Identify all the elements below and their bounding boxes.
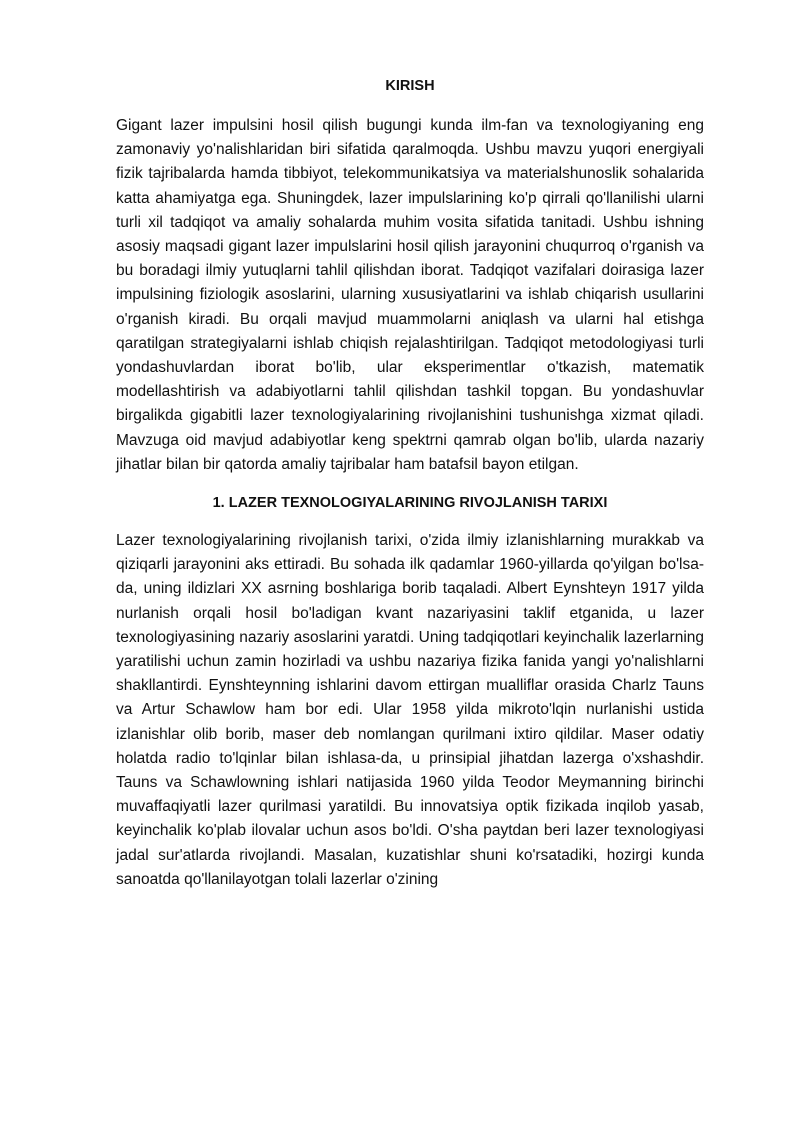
intro-heading: KIRISH bbox=[385, 78, 435, 94]
intro-paragraph: Gigant lazer impulsini hosil qilish bugungi kunda ilm-fan va texnologiyaning eng zamonaviy yo'nalishlaridan biri sifatida qaralmoqda. Ushbu mavzu yuqori energiyali fizik tajribalarda hamda tibbiyot, telekommunikatsiya va materialshunoslik sohalarida katta ahamiyatga ega. Shuningdek, lazer impulslarining ko'p qirrali qo'llanilishi ularni turli xil tadqiqot va amaliy sohalarda muhim vosita sifatida tanitadi. Ushbu ishning asosiy maqsadi gigant lazer impulslarini hosil qilish jarayonini chuqurroq o'rganish va bu boradagi ilmiy yutuqlarni tahlil qilishdan iborat. Tadqiqot vazifalari doirasiga lazer impulsining fiziologik asoslarini, ularning xususiyatlarini va ishlab chiqarish usullarini o'rganish kiradi. Bu orqali mavjud muammolarni aniqlash va ularni hal etishga qaratilgan strategiyalarni ishlab chiqish rejalashtirilgan. Tadqiqot metodologiyasi turli yondashuvlardan iborat bo'lib, ular eksperimentlar o'tkazish, matematik modellashtirish va adabiyotlarni tahlil qilishdan tashkil topgan. Bu yondashuvlar birgalikda gigabitli lazer texnologiyalarining rivojlanishini tushunishga xizmat qiladi. Mavzuga oid mavjud adabiyotlar keng spektrni qamrab olgan bo'lib, ularda nazariy jihatlar bilan bir qatorda amaliy tajribalar ham batafsil bayon etilgan. bbox=[116, 117, 704, 473]
document-page bbox=[116, 74, 704, 892]
section-1-paragraph: Lazer texnologiyalarining rivojlanish tarixi, o'zida ilmiy izlanishlarning murakkab va qiziqarli jarayonini aks ettiradi. Bu sohada ilk qadamlar 1960-yillarda qo'yilgan bo'lsa-da, uning ildizlari XX asrning boshlariga borib taqaladi. Albert Eynshteyn 1917 yilda nurlanish orqali hosil bo'ladigan kvant nazariyasini taklif etganida, u lazer texnologiyasining nazariy asoslarini yaratdi. Uning tadqiqotlari keyinchalik lazerlarning yaratilishi uchun zamin hozirladi va ushbu nazariya fizika fanida yangi yo'nalishlarni shakllantirdi. Eynshteynning ishlarini davom ettirgan mualliflar orasida Charlz Tauns va Artur Schawlow ham bor edi. Ular 1958 yilda mikroto'lqin nurlanishi ustida izlanishlar olib borib, maser deb nomlangan qurilmani ixtiro qildilar. Maser odatiy holatda radio to'lqinlar bilan ishlasa-da, u prinsipial jihatdan lazerga o'xshashdir. Tauns va Schawlowning ishlari natijasida 1960 yilda Teodor Meymanning birinchi muvaffaqiyatli lazer qurilmasi yaratildi. Bu innovatsiya optik fizikada inqilob yasab, keyinchalik ko'plab ilovalar uchun asos bo'ldi. O'sha paytdan beri lazer texnologiyasi jadal sur'atlarda rivojlandi. Masalan, kuzatishlar shuni ko'rsatadiki, hozirgi kunda sanoatda qo'llanilayotgan tolali lazerlar o'zining bbox=[116, 532, 704, 888]
section-1-heading: 1. LAZER TEXNOLOGIYALARINING RIVOJLANISH TARIXI bbox=[212, 495, 608, 512]
